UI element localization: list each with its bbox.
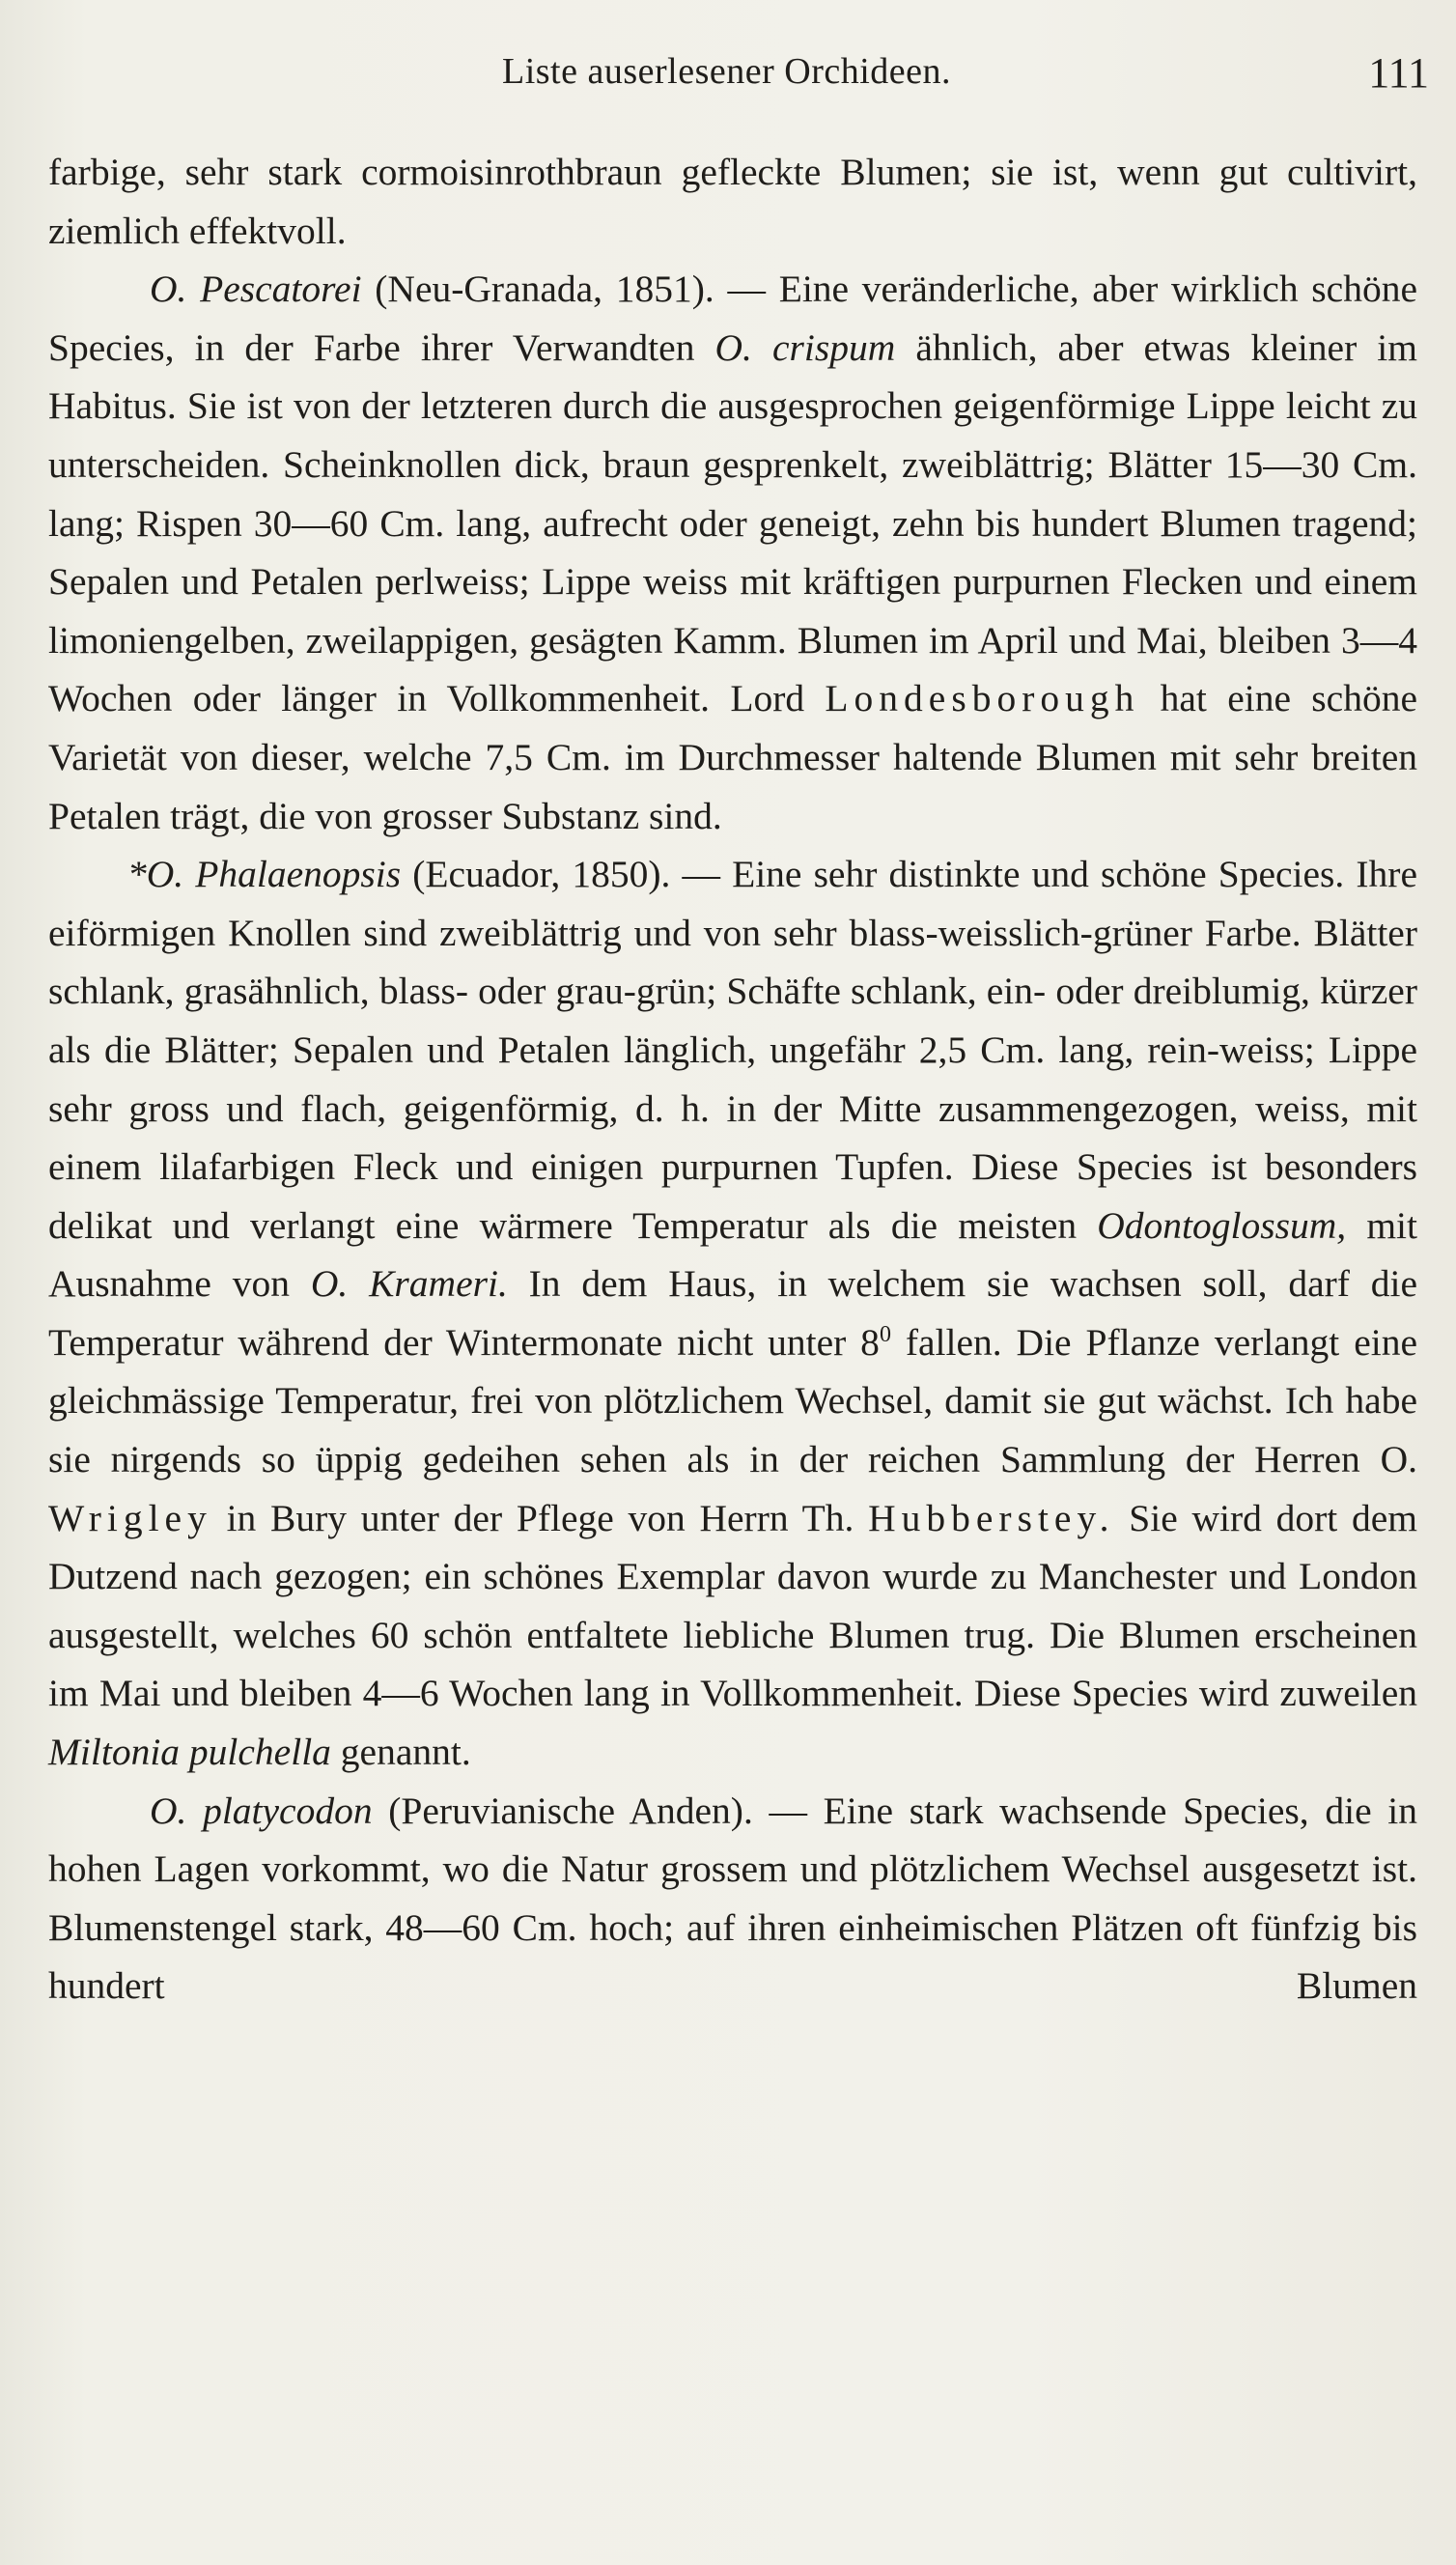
species-name: O. crispum: [714, 325, 896, 369]
paragraph-text: hat eine schöne Varietät von dieser, welche 7,5 Cm. im Durchmesser haltende Blumen mit sehr breiten Petalen trägt, die von grosser Substanz sind.: [48, 677, 1427, 837]
page-number: 111: [1368, 49, 1429, 97]
paragraph-text: In dem Haus, in welchem sie wachsen soll, darf die Temperatur während der Wintermonate nicht unter 8: [48, 1262, 1427, 1364]
paragraph-text: Sie wird dort dem Dutzend nach gezogen; ein schönes Exemplar davon wurde zu Manchester und London ausgestellt, welches 60 schön entfaltete liebliche Blumen trug. Die Blumen erscheinen im Mai und bleiben 4—6 Wochen lang in Vollkommenheit. Diese Species wird zuweilen: [48, 1496, 1427, 1715]
paragraph-text: farbige, sehr stark cormoisinrothbraun gefleckte Blumen; sie ist, wenn gut cultivirt, ziemlich effektvoll.: [48, 151, 1427, 252]
person-name: Londesborough: [825, 677, 1140, 720]
paragraph-text: (Peruvianische Anden). — Eine stark wachsende Species, die in hohen Lagen vorkommt, wo die Natur grossem und plötzlichem Wechsel ausgesetzt ist. Blumenstengel stark, 48—60 Cm. hoch; auf ihren einheimischen Plätzen oft fünfzig bis hundert Blumen: [48, 1789, 1427, 2008]
running-head: [0, 46, 1456, 100]
paragraph-text: in Bury unter der Pflege von Herrn Th.: [211, 1496, 869, 1539]
species-name: *O. Phalaenopsis: [127, 853, 402, 896]
species-name: Miltonia pulchella: [48, 1731, 331, 1774]
person-name: Wrigley: [48, 1496, 212, 1539]
paragraph: [48, 845, 1427, 1782]
paragraph: [48, 1782, 1427, 2015]
paragraph-text: genannt.: [330, 1731, 471, 1774]
paragraph-text: mit Ausnahme von: [48, 1203, 1425, 1306]
degree-sign: 0: [879, 1321, 891, 1347]
species-name: Odontoglossum,: [1097, 1203, 1347, 1247]
species-name: O. Pescatorei: [150, 268, 362, 311]
body-text: [48, 143, 1427, 2015]
person-name: Hubberstey.: [868, 1496, 1115, 1539]
running-title: Liste auserlesener Orchideen.: [502, 51, 952, 92]
species-name: O. Krameri.: [310, 1262, 508, 1306]
paragraph: [48, 143, 1427, 260]
paragraph-text: ähnlich, aber etwas kleiner im Habitus. Sie ist von der letzteren durch die ausgesprochen geigenförmige Lippe leicht zu unterscheiden. Scheinknollen dick, braun gesprenkelt, zweiblättrig; Blätter 15—30 Cm. lang; Rispen 30—60 Cm. lang, aufrecht oder geneigt, zehn bis hundert Blumen tragend; Sepalen und Petalen perlweiss; Lippe weiss mit kräftigen purpurnen Flecken und einem limoniengelben, zweilappigen, gesägten Kamm. Blumen im April und Mai, bleiben 3—4 Wochen oder länger in Vollkommenheit. Lord: [48, 325, 1427, 720]
paragraph: [48, 260, 1427, 845]
paragraph-text: (Ecuador, 1850). — Eine sehr distinkte und schöne Species. Ihre eiförmigen Knollen sind zweiblättrig und von sehr blass-weisslich-grüner Farbe. Blätter schlank, grasähnlich, blass- oder grau-grün; Schäfte schlank, ein- oder dreiblumig, kürzer als die Blätter; Sepalen und Petalen länglich, ungefähr 2,5 Cm. lang, rein-weiss; Lippe sehr gross und flach, geigenförmig, d. h. in der Mitte zusammengezogen, weiss, mit einem lilafarbigen Fleck und einigen purpurnen Tupfen. Diese Species ist besonders delikat und verlangt eine wärmere Temperatur als die meisten: [48, 853, 1427, 1247]
paragraph-text: fallen. Die Pflanze verlangt eine gleichmässige Temperatur, frei von plötzlichem Wechsel, damit sie gut wächst. Ich habe sie nirgends so üppig gedeihen sehen als in der reichen Sammlung der Herren O.: [48, 1320, 1427, 1481]
species-name: O. platycodon: [150, 1789, 373, 1832]
paragraph-text: (Neu-Granada, 1851). — Eine veränderliche, aber wirklich schöne Species, in der Farbe ihrer Verwandten: [48, 268, 1427, 369]
